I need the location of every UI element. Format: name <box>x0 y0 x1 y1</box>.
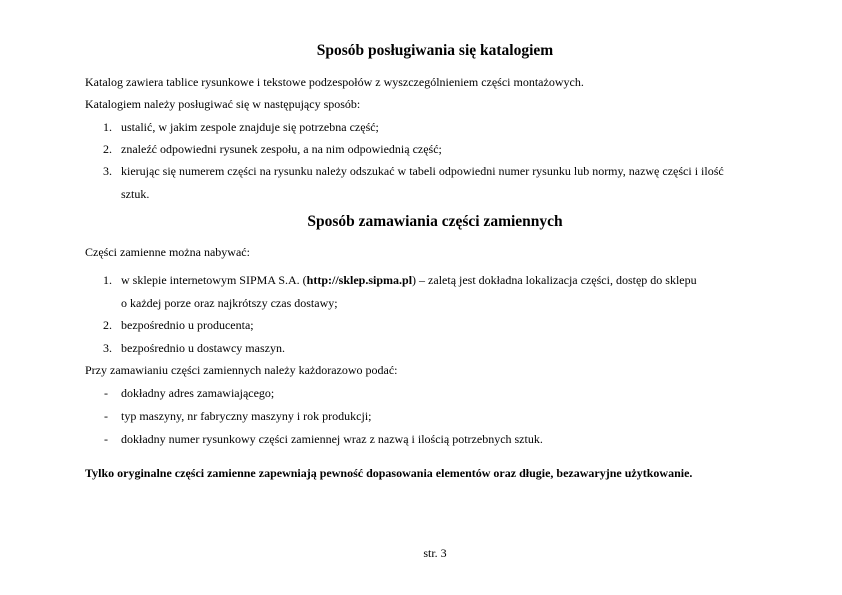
option-text-continuation: o każdej porze oraz najkrótszy czas dostawy; <box>121 296 338 310</box>
bullet-dash: - <box>104 432 108 446</box>
buy-intro: Części zamienne można nabywać: <box>85 245 250 259</box>
step-number: 1. <box>103 120 112 134</box>
heading-ordering-parts: Sposób zamawiania części zamiennych <box>307 213 563 230</box>
option-text: bezpośrednio u producenta; <box>121 318 254 332</box>
option-number: 2. <box>103 318 112 332</box>
heading-catalog-usage: Sposób posługiwania się katalogiem <box>316 42 554 59</box>
order-item-text: dokładny adres zamawiającego; <box>121 386 275 400</box>
step-text: znaleźć odpowiedni rysunek zespołu, a na nim odpowiednią część; <box>121 142 442 156</box>
page-number: str. 3 <box>423 546 447 560</box>
usage-instruction: Katalogiem należy posługiwać się w następujący sposób: <box>85 97 361 111</box>
bullet-dash: - <box>104 409 108 423</box>
option-text <box>121 273 697 287</box>
order-item-text: dokładny numer rysunkowy części zamiennej wraz z nazwą i ilością potrzebnych sztuk. <box>121 432 543 446</box>
order-intro: Przy zamawianiu części zamiennych należy każdorazowo podać: <box>85 363 398 377</box>
step-number: 3. <box>103 164 112 178</box>
step-number: 2. <box>103 142 112 156</box>
step-text-continuation: sztuk. <box>121 187 150 201</box>
bullet-dash: - <box>104 386 108 400</box>
step-text: kierując się numerem części na rysunku należy odszukać w tabeli odpowiedni numer rysunku lub normy, nazwę części i ilość <box>121 164 724 178</box>
shop-link[interactable]: http://sklep.sipma.pl <box>306 273 413 287</box>
option-text: bezpośrednio u dostawcy maszyn. <box>121 341 285 355</box>
option-text-before: w sklepie internetowym SIPMA S.A. ( <box>121 273 307 287</box>
original-parts-note: Tylko oryginalne części zamienne zapewniają pewność dopasowania elementów oraz długie, bezawaryjne użytkowanie. <box>85 466 693 480</box>
option-number: 1. <box>103 273 112 287</box>
intro-paragraph: Katalog zawiera tablice rysunkowe i tekstowe podzespołów z wyszczególnieniem części montażowych. <box>85 75 584 89</box>
order-item-text: typ maszyny, nr fabryczny maszyny i rok produkcji; <box>121 409 372 423</box>
option-number: 3. <box>103 341 112 355</box>
option-text-after: ) – zaletą jest dokładna lokalizacja części, dostęp do sklepu <box>412 273 697 287</box>
step-text: ustalić, w jakim zespole znajduje się potrzebna część; <box>121 120 379 134</box>
